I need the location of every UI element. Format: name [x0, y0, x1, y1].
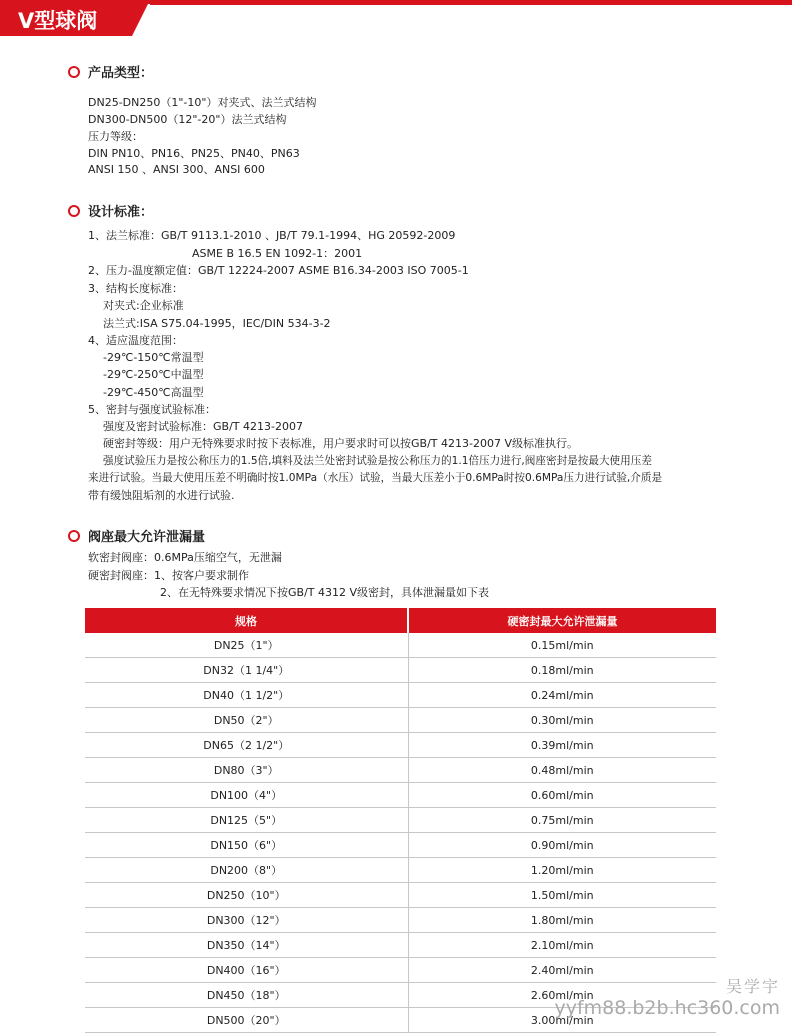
leakage-cell: 3.00ml/min: [408, 1008, 716, 1033]
leakage-cell: 2.10ml/min: [408, 933, 716, 958]
spec-cell: DN65（2 1/2"）: [85, 733, 408, 758]
table-row: [85, 883, 716, 908]
spec-cell: DN50（2"）: [85, 708, 408, 733]
page-title: V型球阀: [18, 9, 98, 33]
text-line: 强度试验压力是按公称压力的1.5倍,填料及法兰处密封试验是按公称压力的1.1倍压力进行,阀座密封是按最大使用压差: [103, 455, 652, 467]
text-line: 5、密封与强度试验标准：: [88, 403, 216, 416]
text-line: 来进行试验。当最大使用压差不明确时按1.0MPa（水压）试验，当最大压差小于0.6MPa时按0.6MPa压力进行试验,介质是: [88, 472, 663, 484]
text-line: ANSI 150 、ANSI 300、ANSI 600: [88, 163, 265, 176]
spec-cell: DN450（18"）: [85, 983, 408, 1008]
table-row: [85, 658, 716, 683]
table-row: [85, 708, 716, 733]
spec-cell: DN500（20"）: [85, 1008, 408, 1033]
leakage-cell: 2.40ml/min: [408, 958, 716, 983]
table-header-row: [85, 608, 716, 633]
text-line: -29℃-450℃高温型: [103, 386, 204, 399]
table-row: [85, 908, 716, 933]
text-line: 硬密封阀座：1、按客户要求制作: [88, 569, 249, 582]
spec-cell: DN400（16"）: [85, 958, 408, 983]
leakage-cell: 0.15ml/min: [408, 633, 716, 658]
table-row: [85, 633, 716, 658]
spec-cell: DN250（10"）: [85, 883, 408, 908]
text-line: 4、适应温度范围：: [88, 334, 183, 347]
spec-cell: DN200（8"）: [85, 858, 408, 883]
leakage-cell: 0.48ml/min: [408, 758, 716, 783]
leakage-cell: 0.60ml/min: [408, 783, 716, 808]
spec-cell: DN40（1 1/2"）: [85, 683, 408, 708]
watermark: [554, 974, 780, 1019]
text-line: 3、结构长度标准：: [88, 282, 183, 295]
section-title: 阀座最大允许泄漏量: [88, 530, 206, 545]
text-line: 软密封阀座：0.6MPa压缩空气，无泄漏: [88, 551, 282, 564]
table-row: [85, 758, 716, 783]
table-row: [85, 858, 716, 883]
text-line: 硬密封等级：用户无特殊要求时按下表标准，用户要求时可以按GB/T 4213-2007 V级标准执行。: [103, 437, 578, 450]
text-line: 带有缓蚀阻垢剂的水进行试验.: [88, 489, 235, 502]
spec-cell: DN125（5"）: [85, 808, 408, 833]
table-row: [85, 833, 716, 858]
leakage-cell: 1.80ml/min: [408, 908, 716, 933]
text-line: DN25-DN250（1"-10"）对夹式、法兰式结构: [88, 96, 317, 109]
text-line: 1、法兰标准：GB/T 9113.1-2010 、JB/T 79.1-1994、HG 20592-2009: [88, 229, 456, 242]
bullet-icon: [68, 66, 80, 78]
leakage-cell: 0.30ml/min: [408, 708, 716, 733]
leakage-cell: 0.18ml/min: [408, 658, 716, 683]
spec-cell: DN25（1"）: [85, 633, 408, 658]
table-row: [85, 933, 716, 958]
text-line: DN300-DN500（12"-20"）法兰式结构: [88, 113, 287, 126]
table-row: [85, 683, 716, 708]
text-line: 2、压力-温度额定值：GB/T 12224-2007 ASME B16.34-2003 ISO 7005-1: [88, 264, 469, 277]
spec-cell: DN300（12"）: [85, 908, 408, 933]
watermark-name: 吴学宇: [725, 977, 780, 996]
leakage-cell: 0.39ml/min: [408, 733, 716, 758]
section-title: 产品类型：: [88, 66, 154, 81]
text-line: 强度及密封试验标准：GB/T 4213-2007: [103, 420, 303, 433]
table-row: [85, 733, 716, 758]
table-row: [85, 808, 716, 833]
bullet-icon: [68, 205, 80, 217]
section-title: 设计标准：: [88, 205, 154, 220]
watermark-url: yyfm88.b2b.hc360.com: [554, 997, 780, 1019]
text-line: 2、在无特殊要求情况下按GB/T 4312 V级密封，具体泄漏量如下表: [160, 586, 490, 599]
spec-cell: DN32（1 1/4"）: [85, 658, 408, 683]
text-line: DIN PN10、PN16、PN25、PN40、PN63: [88, 147, 300, 160]
spec-cell: DN80（3"）: [85, 758, 408, 783]
leakage-cell: 0.24ml/min: [408, 683, 716, 708]
header-divider: [150, 4, 792, 5]
text-line: ASME B 16.5 EN 1092-1：2001: [192, 247, 363, 260]
leakage-cell: 1.50ml/min: [408, 883, 716, 908]
leakage-cell: 1.20ml/min: [408, 858, 716, 883]
text-line: -29℃-250℃中温型: [103, 368, 204, 381]
spec-cell: DN100（4"）: [85, 783, 408, 808]
text-line: 对夹式:企业标准: [103, 299, 184, 312]
column-header-leakage: 硬密封最大允许泄漏量: [408, 608, 716, 633]
bullet-icon: [68, 530, 80, 542]
table-row: [85, 783, 716, 808]
leakage-table: [85, 608, 716, 1033]
spec-cell: DN150（6"）: [85, 833, 408, 858]
text-line: -29℃-150℃常温型: [103, 351, 204, 364]
spec-cell: DN350（14"）: [85, 933, 408, 958]
column-header-spec: 规格: [85, 608, 408, 633]
text-line: 压力等级：: [88, 130, 143, 143]
text-line: 法兰式:ISA S75.04-1995，IEC/DIN 534-3-2: [103, 317, 331, 330]
leakage-cell: 2.60ml/min: [408, 983, 716, 1008]
leakage-cell: 0.75ml/min: [408, 808, 716, 833]
leakage-cell: 0.90ml/min: [408, 833, 716, 858]
